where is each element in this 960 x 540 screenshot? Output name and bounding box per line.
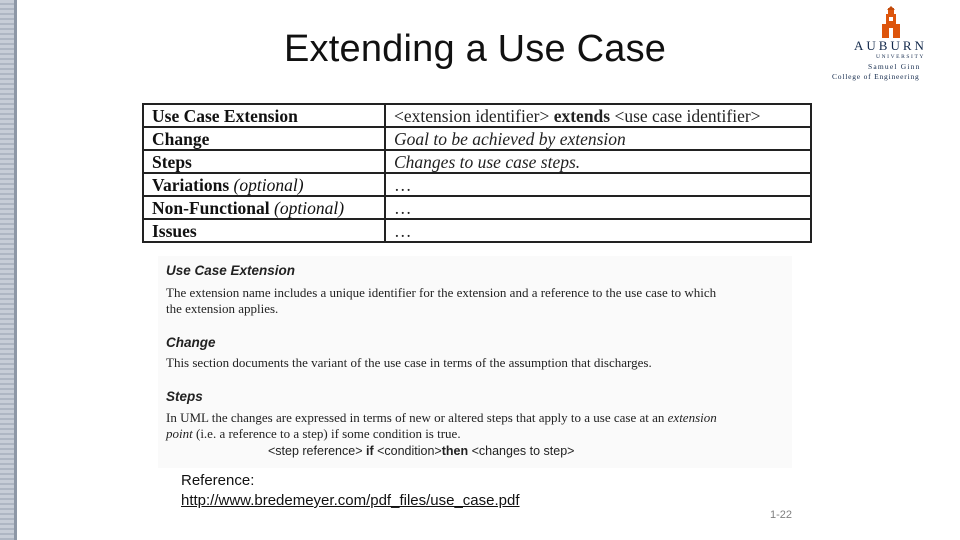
section-text: The extension name includes a unique identifier for the extension and a reference to the use case to which bbox=[166, 285, 717, 300]
row-key: Steps bbox=[143, 150, 385, 173]
section-heading: Steps bbox=[166, 389, 203, 404]
page-number: 1-22 bbox=[770, 509, 793, 521]
auburn-logo bbox=[828, 4, 956, 80]
section-heading: Use Case Extension bbox=[166, 263, 296, 278]
table-row bbox=[143, 219, 811, 242]
row-key: Variations (optional) bbox=[143, 173, 385, 196]
step-formula: <step reference> if <condition>then <changes to step> bbox=[268, 444, 575, 458]
table-row bbox=[143, 173, 811, 196]
row-key: Non-Functional (optional) bbox=[143, 196, 385, 219]
section-text: point (i.e. a reference to a step) if some condition is true. bbox=[166, 426, 461, 441]
section-text: the extension applies. bbox=[166, 301, 279, 316]
table-row bbox=[143, 104, 811, 127]
row-key: Issues bbox=[143, 219, 385, 242]
section-text: This section documents the variant of the use case in terms of the assumption that discharges. bbox=[166, 355, 652, 370]
logo-university: UNIVERSITY bbox=[876, 54, 925, 60]
reference-link[interactable]: http://www.bredemeyer.com/pdf_files/use_case.pdf bbox=[181, 492, 520, 509]
template-description bbox=[158, 256, 792, 468]
left-decorative-stripe bbox=[0, 0, 17, 540]
section-heading: Change bbox=[166, 335, 216, 350]
table-row bbox=[143, 127, 811, 150]
reference-label: Reference: bbox=[181, 472, 255, 489]
row-key: Use Case Extension bbox=[143, 104, 385, 127]
logo-college-line1: Samuel Ginn bbox=[868, 62, 921, 71]
table-row bbox=[143, 150, 811, 173]
row-value: Changes to use case steps. bbox=[385, 150, 811, 173]
row-value: … bbox=[385, 196, 811, 219]
section-text: In UML the changes are expressed in terms of new or altered steps that apply to a use case at an extension bbox=[166, 410, 717, 425]
row-value: … bbox=[385, 173, 811, 196]
row-value: Goal to be achieved by extension bbox=[385, 127, 811, 150]
logo-college-line2: College of Engineering bbox=[832, 72, 920, 81]
row-value: <extension identifier> extends <use case identifier> bbox=[385, 104, 811, 127]
use-case-extension-template-table bbox=[142, 103, 812, 243]
row-value: … bbox=[385, 219, 811, 242]
row-key: Change bbox=[143, 127, 385, 150]
slide-title: Extending a Use Case bbox=[284, 28, 667, 70]
logo-name: AUBURN bbox=[854, 38, 927, 53]
table-row bbox=[143, 196, 811, 219]
tower-icon bbox=[878, 6, 904, 38]
